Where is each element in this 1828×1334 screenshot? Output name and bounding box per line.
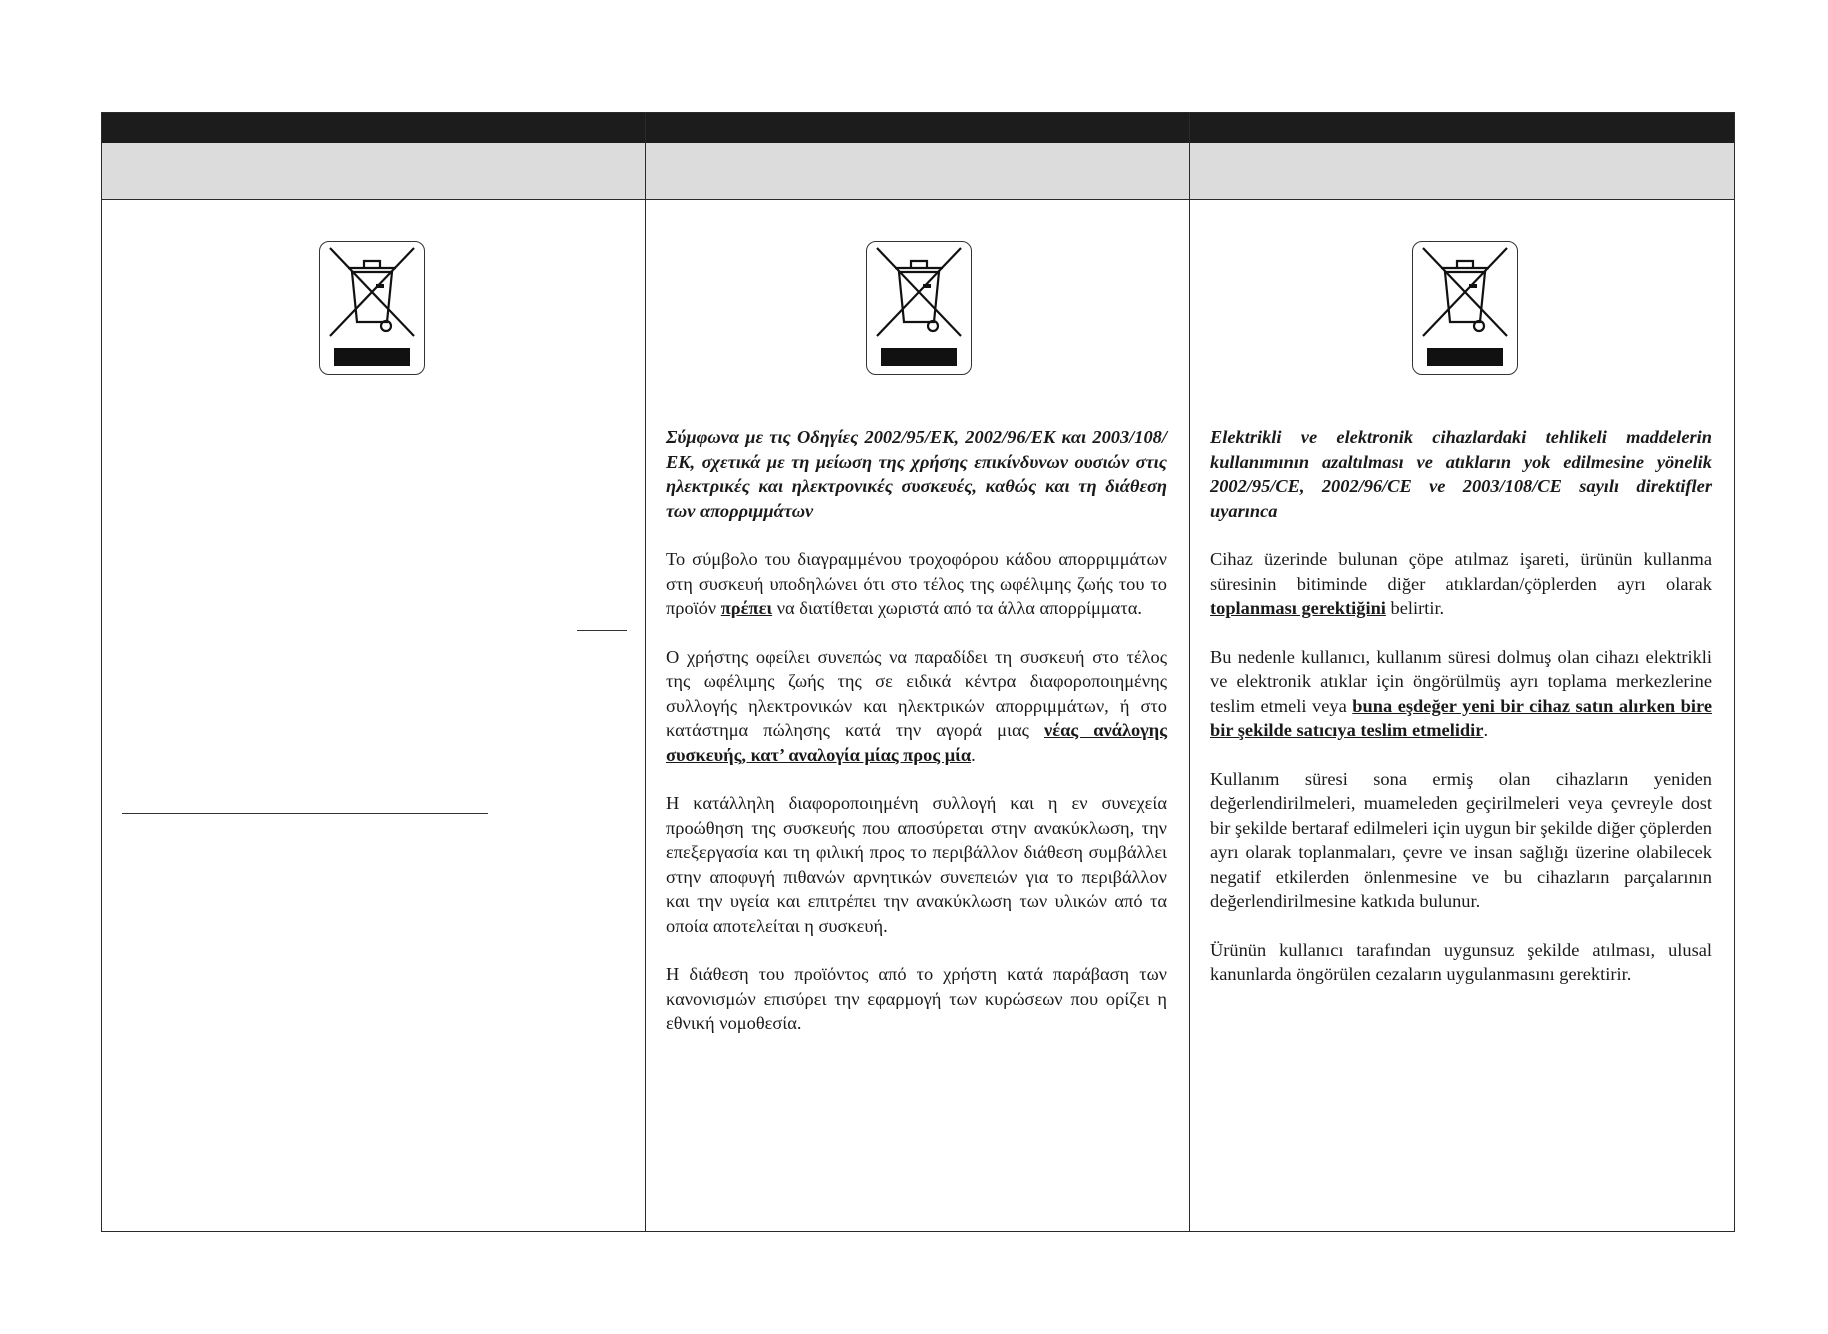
paragraph-3: Η κατάλληλη διαφοροποιημένη συλλογή και η εν συνεχεία προώθηση της συσκευής που αποσύρεται στην ανακύκλωση, την επεξεργασία και τη φιλική προς το περιβάλλον διάθεση συμβάλλει στην αποφυγή πιθανών αρνητικών συνεπειών για το περιβάλλον και την υγεία και επιτρέπει την ανακύκλωση των υλικών από τα οποία αποτελείται η συσκευή.: [666, 793, 1167, 936]
crossed-out-wheelie-bin-icon: [319, 241, 425, 375]
column-text: [1210, 425, 1712, 1011]
column-2-greek: [646, 113, 1190, 1231]
paragraph-4: Ürünün kullanıcı tarafından uygunsuz şekilde atılması, ulusal kanunlarda öngörülen cezaların uygulanmasını gerektirir.: [1210, 939, 1712, 984]
crossed-out-wheelie-bin-icon: [1412, 241, 1518, 375]
document-page: [101, 112, 1735, 1232]
lead-paragraph: Σύμφωνα με τις Οδηγίες 2002/95/ΕΚ, 2002/96/ΕΚ και 2003/108/ΕΚ, σχετικά με τη μείωση της χρήσης επικίνδυνων ουσιών στις ηλεκτρικές και ηλεκτρονικές συσκευές, καθώς και τη διάθεση των απορριμμάτων: [666, 427, 1167, 521]
paragraph-2: Ο χρήστης οφείλει συνεπώς να παραδίδει τη συσκευή στο τέλος της ωφέλιμης ζωής της σε ειδικά κέντρα διαφοροποιημένης συλλογής ηλεκτρονικών και ηλεκτρικών απορριμμάτων, ή στο κατάστημα πώλησης κατά την αγορά μιας νέας ανάλογης συσκευής, κατ’ αναλογία μίας προς μία.: [666, 646, 1167, 765]
paragraph-2: Bu nedenle kullanıcı, kullanım süresi dolmuş olan cihazı elektrikli ve elektronik atıklar için öngörülmüş ayrı toplama merkezlerine teslim etmeli veya buna eşdeğer yeni bir cihaz satın alırken bire bir şekilde satıcıya teslim etmelidir.: [1210, 646, 1713, 740]
lead-paragraph: Elektrikli ve elektronik cihazlardaki tehlikeli maddelerin kullanımının azaltılması ve atıkların yok edilmesine yönelik 2002/95/CE, 2002/96/CE ve 2003/108/CE sayılı direktifler uyarınca: [1210, 427, 1712, 521]
column-subheader-bar: [102, 143, 645, 200]
column-1: [102, 113, 646, 1231]
paragraph-1: Cihaz üzerinde bulunan çöpe atılmaz işareti, ürünün kullanma süresinin bitiminde diğer atıklardan/çöplerden ayrı olarak toplanması gerektiğini belirtir.: [1210, 549, 1712, 618]
bin-underline-bar: [334, 348, 410, 366]
emphasis: buna eşdeğer yeni bir cihaz satın alırken bire bir şekilde satıcıya teslim etmelidir: [1210, 695, 1713, 740]
paragraph-1: Το σύμβολο του διαγραμμένου τροχοφόρου κάδου απορριμμάτων στη συσκευή υποδηλώνει ότι στο τέλος της ωφέλιμης ζωής του το προϊόν πρέπει να διατίθεται χωριστά από τα άλλα απορρίμματα.: [666, 549, 1167, 618]
bin-underline-bar: [881, 348, 957, 366]
column-header-bar: [102, 113, 645, 143]
paragraph-4: Η διάθεση του προϊόντος από το χρήστη κατά παράβαση των κανονισμών επισύρει την εφαρμογή των κυρώσεων που ορίζει η εθνική νομοθεσία.: [666, 964, 1167, 1033]
emphasis: πρέπει: [720, 598, 773, 618]
crossed-out-wheelie-bin-icon: [866, 241, 972, 375]
column-subheader-bar: [646, 143, 1189, 200]
horizontal-rule: [577, 630, 627, 631]
column-text: [666, 425, 1167, 1060]
paragraph-3: Kullanım süresi sona ermiş olan cihazların yeniden değerlendirilmeleri, muameleden geçirilmeleri veya çevreyle dost bir şekilde bertaraf edilmeleri için uygun bir şekilde diğer çöplerden ayrı olarak toplanmaları, çevre ve insan sağlığı üzerine olabilecek negatif etkilerden önlenmesine ve bu cihazların parçalarının değerlendirilmesine katkıda bulunur.: [1210, 768, 1712, 911]
emphasis: toplanması gerektiğini: [1210, 598, 1386, 618]
column-subheader-bar: [1190, 143, 1734, 200]
column-header-bar: [646, 113, 1189, 143]
horizontal-rule: [122, 813, 488, 814]
column-header-bar: [1190, 113, 1734, 143]
column-3-turkish: [1190, 113, 1734, 1231]
bin-underline-bar: [1427, 348, 1503, 366]
emphasis: νέας ανάλογης συσκευής, κατ’ αναλογία μίας προς μία: [666, 720, 1167, 765]
